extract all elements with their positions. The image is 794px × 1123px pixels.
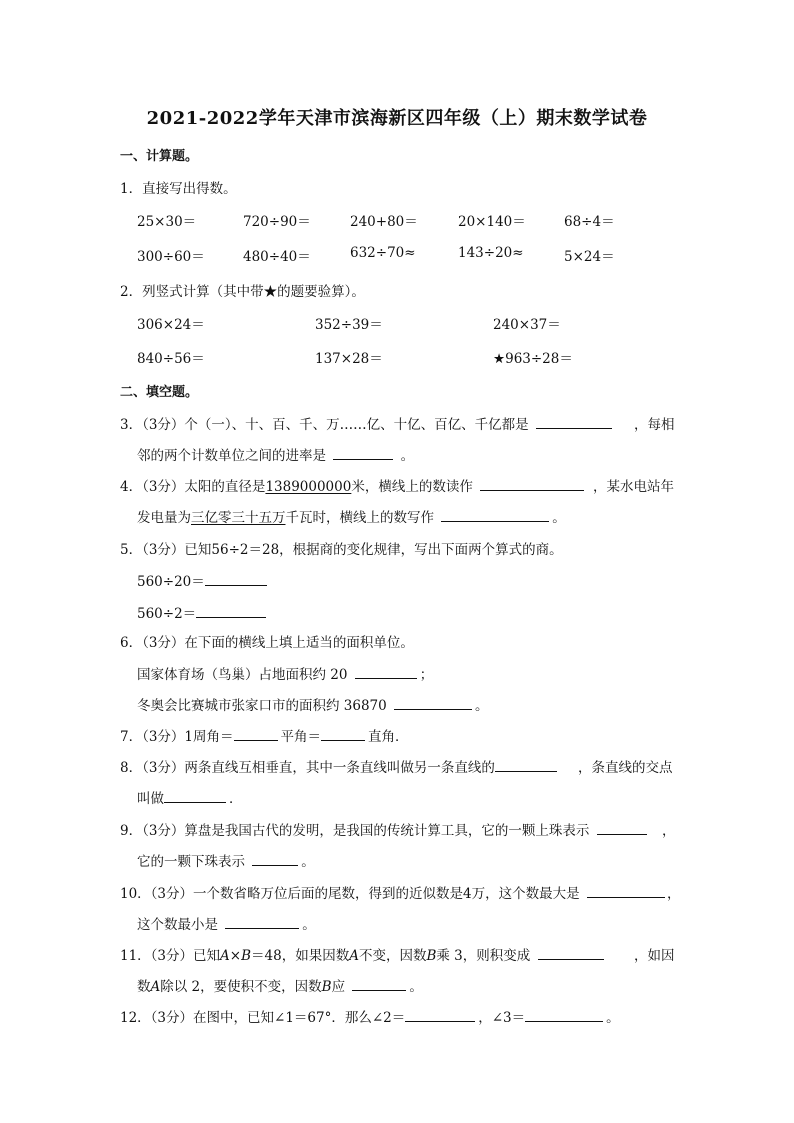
- answer-blank[interactable]: [164, 790, 226, 803]
- answer-blank[interactable]: [480, 478, 584, 491]
- q1-item: 632÷70≈: [350, 245, 416, 261]
- q12-text: 。: [606, 1010, 620, 1026]
- answer-blank[interactable]: [196, 605, 266, 618]
- question-12: [120, 1006, 620, 1026]
- q11-var-b: B: [241, 948, 252, 964]
- q2-item: 240×37＝: [493, 317, 561, 333]
- q4-text: 。: [552, 510, 566, 526]
- q4-number: 1389000000: [265, 479, 352, 495]
- question-3-cont: [137, 444, 414, 464]
- question-9-cont: [137, 850, 315, 870]
- answer-blank[interactable]: [536, 416, 612, 429]
- q6-text: 国家体育场（鸟巢）占地面积约 20: [137, 667, 348, 683]
- q1-item: 20×140＝: [458, 214, 526, 230]
- answer-blank[interactable]: [355, 666, 417, 679]
- q2-item: 840÷56＝: [137, 351, 205, 367]
- q3-text: 。: [400, 448, 415, 464]
- page-title: 2021-2022学年天津市滨海新区四年级（上）期末数学试卷: [146, 108, 648, 129]
- question-4: [120, 475, 587, 495]
- q10-text: 这个数最小是: [137, 917, 218, 933]
- q11-var-b: B: [426, 948, 437, 964]
- q4-text: 千瓦时，横线上的数写作: [285, 510, 434, 526]
- q9-text: 它的一颗下珠表示: [137, 854, 245, 870]
- q2-item: 306×24＝: [137, 317, 205, 333]
- q9-text-end: ，: [662, 823, 676, 839]
- q12-text: ，∠3＝: [478, 1010, 526, 1026]
- answer-blank[interactable]: [495, 759, 557, 772]
- q8-text: ．: [229, 791, 243, 807]
- question-6: 6．（3分）在下面的横线上填上适当的面积单位。: [120, 635, 414, 651]
- q8-text-end: ，条直线的交点: [578, 760, 673, 776]
- question-5: 5．（3分）已知56÷2＝28，根据商的变化规律，写出下面两个算式的商。: [120, 542, 563, 558]
- q2-item: 137×28＝: [315, 351, 383, 367]
- q1-item: 25×30＝: [137, 214, 197, 230]
- q4-text-end: ，某水电站年: [593, 479, 674, 495]
- q11-text: 除以 2，要使积不变，因数: [160, 979, 322, 995]
- q9-text: 。: [301, 854, 315, 870]
- q11-var-b: B: [321, 979, 332, 995]
- answer-blank[interactable]: [225, 916, 299, 929]
- q5-text: 560÷20＝: [137, 574, 205, 590]
- q11-text: 11．（3分）已知: [120, 948, 221, 964]
- question-10: [120, 882, 668, 902]
- q10-text: 。: [302, 917, 316, 933]
- question-8-cont: [137, 787, 243, 807]
- answer-blank[interactable]: [538, 947, 604, 960]
- q2-item: 352÷39＝: [315, 317, 383, 333]
- q11-text: 乘 3，则积变成: [436, 948, 531, 964]
- q1-item: 68÷4＝: [564, 214, 615, 230]
- answer-blank[interactable]: [205, 573, 267, 586]
- q1-item: 240+80＝: [350, 214, 418, 230]
- answer-blank[interactable]: [394, 697, 472, 710]
- q11-text: ＝48，如果因数: [251, 948, 350, 964]
- question-1: 1．直接写出得数。: [120, 181, 237, 197]
- q1-item: 720÷90＝: [243, 214, 311, 230]
- q11-text: 应: [331, 979, 346, 995]
- q6-text: 。: [475, 698, 489, 714]
- answer-blank[interactable]: [321, 728, 365, 741]
- q3-text: 3．（3分）个（一）、十、百、千、万……亿、十亿、百亿、千亿都是: [120, 417, 529, 433]
- q4-text: 米，横线上的数读作: [351, 479, 473, 495]
- question-8: [120, 756, 560, 776]
- question-5-line1: [137, 570, 270, 590]
- answer-blank[interactable]: [587, 885, 665, 898]
- q11-text-end: ，如因: [634, 948, 675, 964]
- q11-text: 数: [137, 979, 151, 995]
- q3-text-end: ，每相: [634, 417, 675, 433]
- answer-blank[interactable]: [333, 447, 393, 460]
- q4-number-words: 三亿零三十五万: [191, 510, 286, 526]
- q2-item: ★963÷28＝: [493, 351, 573, 367]
- answer-blank[interactable]: [352, 978, 406, 991]
- q8-text: 8．（3分）两条直线互相垂直，其中一条直线叫做另一条直线的: [120, 760, 495, 776]
- q6-text: 冬奥会比赛城市张家口市的面积约 36870: [137, 698, 387, 714]
- q5-text: 560÷2＝: [137, 606, 197, 622]
- answer-blank[interactable]: [252, 853, 298, 866]
- question-5-line2: [137, 602, 269, 622]
- q3-text: 邻的两个计数单位之间的进率是: [137, 448, 326, 464]
- section-fill-blank: 二、填空题。: [120, 385, 199, 400]
- q12-text: 12．（3分）在图中，已知∠1＝67°．那么∠2＝: [120, 1010, 406, 1026]
- question-4-cont: [137, 506, 566, 526]
- answer-blank[interactable]: [234, 728, 278, 741]
- question-10-cont: [137, 913, 316, 933]
- q1-item: 480÷40＝: [243, 249, 311, 265]
- q1-item: 143÷20≈: [458, 245, 524, 261]
- q11-var-a: A: [349, 948, 359, 964]
- q10-text-end: ，: [667, 886, 681, 902]
- q7-text: 平角＝: [280, 729, 322, 745]
- q1-item: 5×24＝: [564, 249, 615, 265]
- question-6-line1: [137, 663, 433, 683]
- answer-blank[interactable]: [597, 822, 647, 835]
- q10-text: 10．（3分）一个数省略万位后面的尾数，得到的近似数是4万，这个数最大是: [120, 886, 580, 902]
- question-6-line2: [137, 694, 489, 714]
- q4-text: 发电量为: [137, 510, 191, 526]
- question-9: [120, 819, 650, 839]
- q11-text: 。: [409, 979, 423, 995]
- answer-blank[interactable]: [525, 1009, 603, 1022]
- answer-blank[interactable]: [441, 509, 549, 522]
- q11-var-a: A: [220, 948, 230, 964]
- question-11: [120, 944, 607, 964]
- q4-text: 4．（3分）太阳的直径是: [120, 479, 266, 495]
- q7-text: 7．（3分）1周角＝: [120, 729, 234, 745]
- q11-text: 不变，因数: [358, 948, 427, 964]
- question-3: [120, 413, 615, 433]
- q7-text: 直角．: [368, 729, 409, 745]
- question-2: 2．列竖式计算（其中带★的题要验算）。: [120, 284, 365, 300]
- question-11-cont: [137, 975, 423, 995]
- question-7: [120, 725, 409, 745]
- q11-text: ×: [229, 948, 242, 964]
- q9-text: 9．（3分）算盘是我国古代的发明，是我国的传统计算工具，它的一颗上珠表示: [120, 823, 590, 839]
- q6-text: ；: [419, 667, 434, 683]
- q8-text: 叫做: [137, 791, 164, 807]
- answer-blank[interactable]: [405, 1009, 475, 1022]
- q1-item: 300÷60＝: [137, 249, 205, 265]
- section-calculation: 一、计算题。: [120, 149, 199, 164]
- q11-var-a: A: [150, 979, 161, 995]
